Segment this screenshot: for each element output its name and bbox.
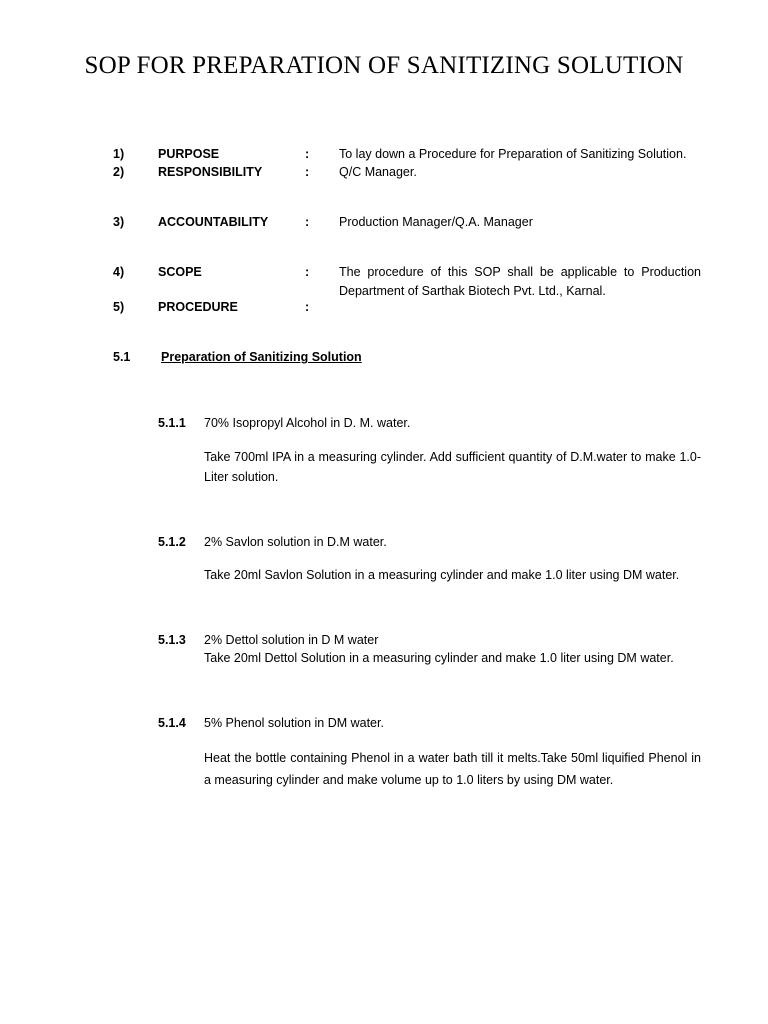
item-value-purpose: To lay down a Procedure for Preparation of Sanitizing Solution. bbox=[339, 147, 687, 161]
subsection-body: Take 20ml Savlon Solution in a measuring cylinder and make 1.0 liter using DM water. bbox=[204, 568, 680, 582]
subsection-heading: 70% Isopropyl Alcohol in D. M. water. bbox=[204, 416, 411, 430]
item-label-responsibility: RESPONSIBILITY bbox=[158, 165, 263, 179]
document-title: SOP FOR PREPARATION OF SANITIZING SOLUTION bbox=[84, 52, 684, 79]
item-number: 5) bbox=[113, 300, 125, 314]
subsection-heading: 5% Phenol solution in DM water. bbox=[204, 716, 384, 730]
item-colon: : bbox=[305, 215, 310, 229]
subsection-number: 5.1.3 bbox=[158, 633, 186, 647]
item-label-scope: SCOPE bbox=[158, 265, 202, 279]
item-label-accountability: ACCOUNTABILITY bbox=[158, 215, 269, 229]
subsection-number: 5.1.4 bbox=[158, 716, 186, 730]
subsection-number: 5.1.2 bbox=[158, 535, 186, 549]
item-number: 2) bbox=[113, 165, 125, 179]
item-number: 3) bbox=[113, 215, 125, 229]
subsection-body: Take 20ml Dettol Solution in a measuring cylinder and make 1.0 liter using DM water. bbox=[204, 651, 674, 665]
item-value-responsibility: Q/C Manager. bbox=[339, 165, 417, 179]
subsection-heading: 2% Savlon solution in D.M water. bbox=[204, 535, 387, 549]
subsection-heading: 2% Dettol solution in D M water bbox=[204, 633, 379, 647]
section-number: 5.1 bbox=[113, 350, 131, 364]
subsection-body: Heat the bottle containing Phenol in a water bath till it melts.Take 50ml liquified Phenol in a measuring cylinder and make volume up to 1.0 liters by using DM water. bbox=[204, 751, 701, 787]
item-number: 4) bbox=[113, 265, 125, 279]
item-colon: : bbox=[305, 165, 310, 179]
item-label-purpose: PURPOSE bbox=[158, 147, 220, 161]
subsection-body: Take 700ml IPA in a measuring cylinder. Add sufficient quantity of D.M.water to make 1.0-Liter solution. bbox=[204, 450, 701, 484]
item-value-scope: The procedure of this SOP shall be applicable to Production Department of Sarthak Biotech Pvt. Ltd., Karnal. bbox=[339, 265, 701, 298]
section-title: Preparation of Sanitizing Solution bbox=[161, 350, 362, 364]
item-value-accountability: Production Manager/Q.A. Manager bbox=[339, 215, 533, 229]
item-number: 1) bbox=[113, 147, 125, 161]
item-label-procedure: PROCEDURE bbox=[158, 300, 238, 314]
item-colon: : bbox=[305, 265, 310, 279]
item-colon: : bbox=[305, 147, 310, 161]
item-colon: : bbox=[305, 300, 310, 314]
subsection-number: 5.1.1 bbox=[158, 416, 186, 430]
